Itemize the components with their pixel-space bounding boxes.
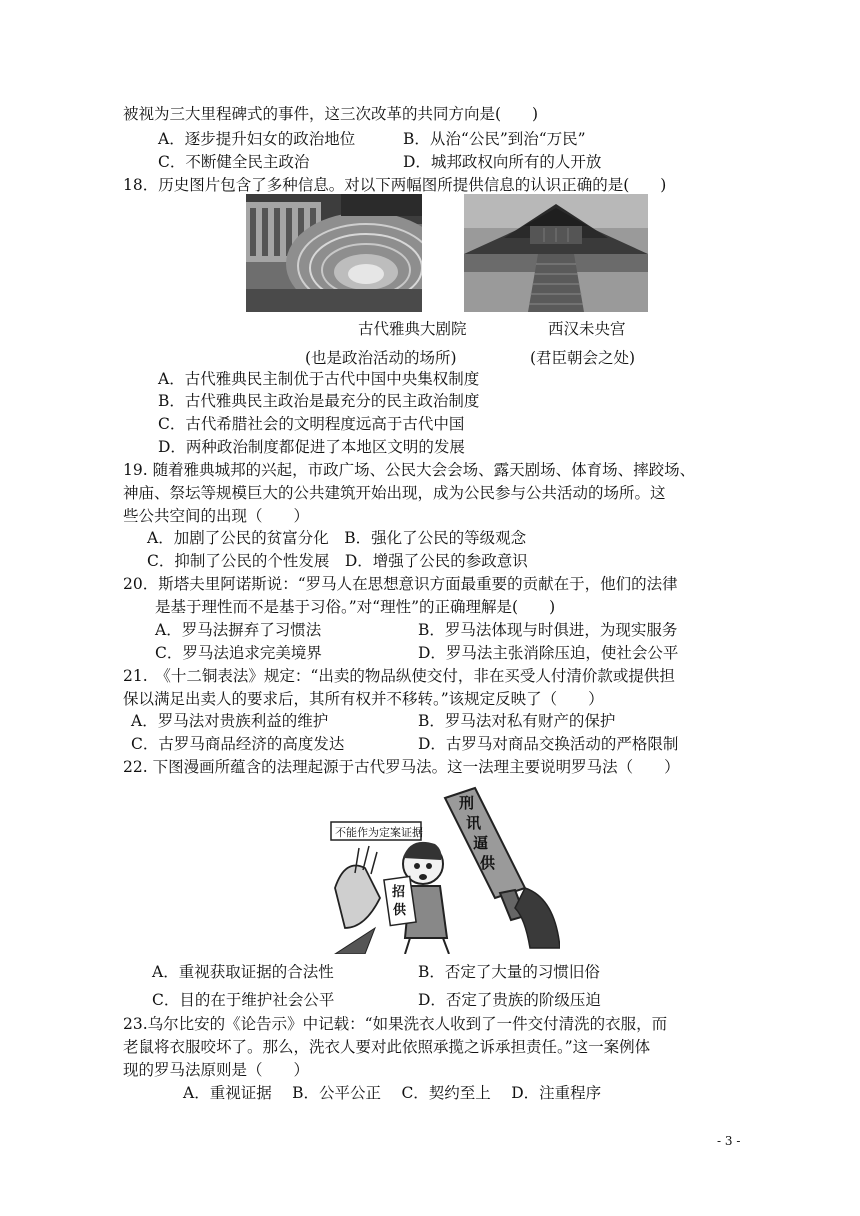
- note-athens-theatre: (也是政治活动的场所): [305, 349, 457, 367]
- q22-option-a: A．重视获取证据的合法性: [152, 963, 334, 981]
- q21-option-d: D．古罗马对商品交换活动的严格限制: [418, 735, 679, 753]
- q22-stem: 22. 下图漫画所蕴含的法理起源于古代罗马法。这一法理主要说明罗马法（ ）: [123, 758, 680, 776]
- q17-option-a: A．逐步提升妇女的政治地位: [158, 130, 356, 148]
- q17-option-c: C．不断健全民主政治: [158, 153, 310, 171]
- q20-option-b: B．罗马法体现与时俱进，为现实服务: [418, 621, 678, 639]
- q20-option-c: C．罗马法追求完美境界: [155, 644, 322, 662]
- cartoon-paper-text: 招 供: [392, 885, 407, 918]
- q21-option-a: A．罗马法对贵族利益的维护: [131, 712, 329, 730]
- cartoon-sign-text: 不能作为定案证据: [335, 826, 423, 839]
- q17-option-b: B．从治“公民”到治“万民”: [403, 130, 586, 148]
- cartoon-coerced-confession: [325, 778, 560, 954]
- q21-option-c: C．古罗马商品经济的高度发达: [131, 735, 345, 753]
- q21-line-2: 保以满足出卖人的要求后，其所有权并不移转。”该规定反映了（ ）: [123, 690, 604, 708]
- q18-stem: 18．历史图片包含了多种信息。对以下两幅图所提供信息的认识正确的是( ): [123, 176, 667, 194]
- q23-options: A．重视证据 B．公平公正 C．契约至上 D．注重程序: [183, 1084, 602, 1102]
- q23-line-2: 老鼠将衣服咬坏了。那么，洗衣人要对此依照承揽之诉承担责任。”这一案例体: [123, 1038, 651, 1056]
- q18-option-b: B．古代雅典民主政治是最充分的民主政治制度: [158, 392, 480, 410]
- q17-option-d: D．城邦政权向所有的人开放: [403, 153, 602, 171]
- q19-line-1: 19. 随着雅典城邦的兴起，市政广场、公民大会会场、露天剧场、体育场、摔跤场、: [123, 461, 696, 479]
- caption-athens-theatre: 古代雅典大剧院: [358, 320, 467, 338]
- q21-line-1: 21. 《十二铜表法》规定：“出卖的物品纵使交付，非在买受人付清价款或提供担: [123, 667, 675, 685]
- note-weiyang-palace: (君臣朝会之处): [530, 349, 636, 367]
- q22-option-d: D．否定了贵族的阶级压迫: [418, 991, 601, 1009]
- q19-line-3: 些公共空间的出现（ ）: [123, 507, 310, 525]
- q20-option-a: A．罗马法摒弃了习惯法: [155, 621, 322, 639]
- q19-options-ab: A．加剧了公民的贫富分化 B．强化了公民的等级观念: [147, 529, 527, 547]
- q18-option-c: C．古代希腊社会的文明程度远高于古代中国: [158, 415, 465, 433]
- q19-line-2: 神庙、祭坛等规模巨大的公共建筑开始出现，成为公民参与公共活动的场所。这: [123, 484, 666, 502]
- cartoon-club-text: 刑 讯 逼 供: [459, 794, 496, 872]
- caption-weiyang-palace: 西汉未央宫: [548, 320, 626, 338]
- q17-stem-tail: 被视为三大里程碑式的事件，这三次改革的共同方向是( ): [123, 105, 539, 123]
- q23-line-3: 现的罗马法原则是（ ）: [123, 1061, 310, 1079]
- weiyang-palace-image: [464, 194, 648, 312]
- q22-option-c: C．目的在于维护社会公平: [152, 991, 335, 1009]
- q20-line-2: 是基于理性而不是基于习俗。”对“理性”的正确理解是( ): [155, 598, 556, 616]
- page-number: - 3 -: [717, 1134, 741, 1148]
- q19-options-cd: C．抑制了公民的个性发展 D．增强了公民的参政意识: [147, 552, 528, 570]
- q18-option-d: D．两种政治制度都促进了本地区文明的发展: [158, 438, 465, 456]
- q23-line-1: 23.乌尔比安的《论告示》中记载：“如果洗衣人收到了一件交付清洗的衣服，而: [123, 1015, 668, 1033]
- q18-option-a: A．古代雅典民主制优于古代中国中央集权制度: [158, 370, 480, 388]
- athens-theatre-photo: [246, 194, 422, 312]
- q20-line-1: 20．斯塔夫里阿诺斯说：“罗马人在思想意识方面最重要的贡献在于，他们的法律: [123, 575, 678, 593]
- q20-option-d: D．罗马法主张消除压迫，使社会公平: [418, 644, 679, 662]
- q22-option-b: B．否定了大量的习惯旧俗: [418, 963, 600, 981]
- q21-option-b: B．罗马法对私有财产的保护: [418, 712, 616, 730]
